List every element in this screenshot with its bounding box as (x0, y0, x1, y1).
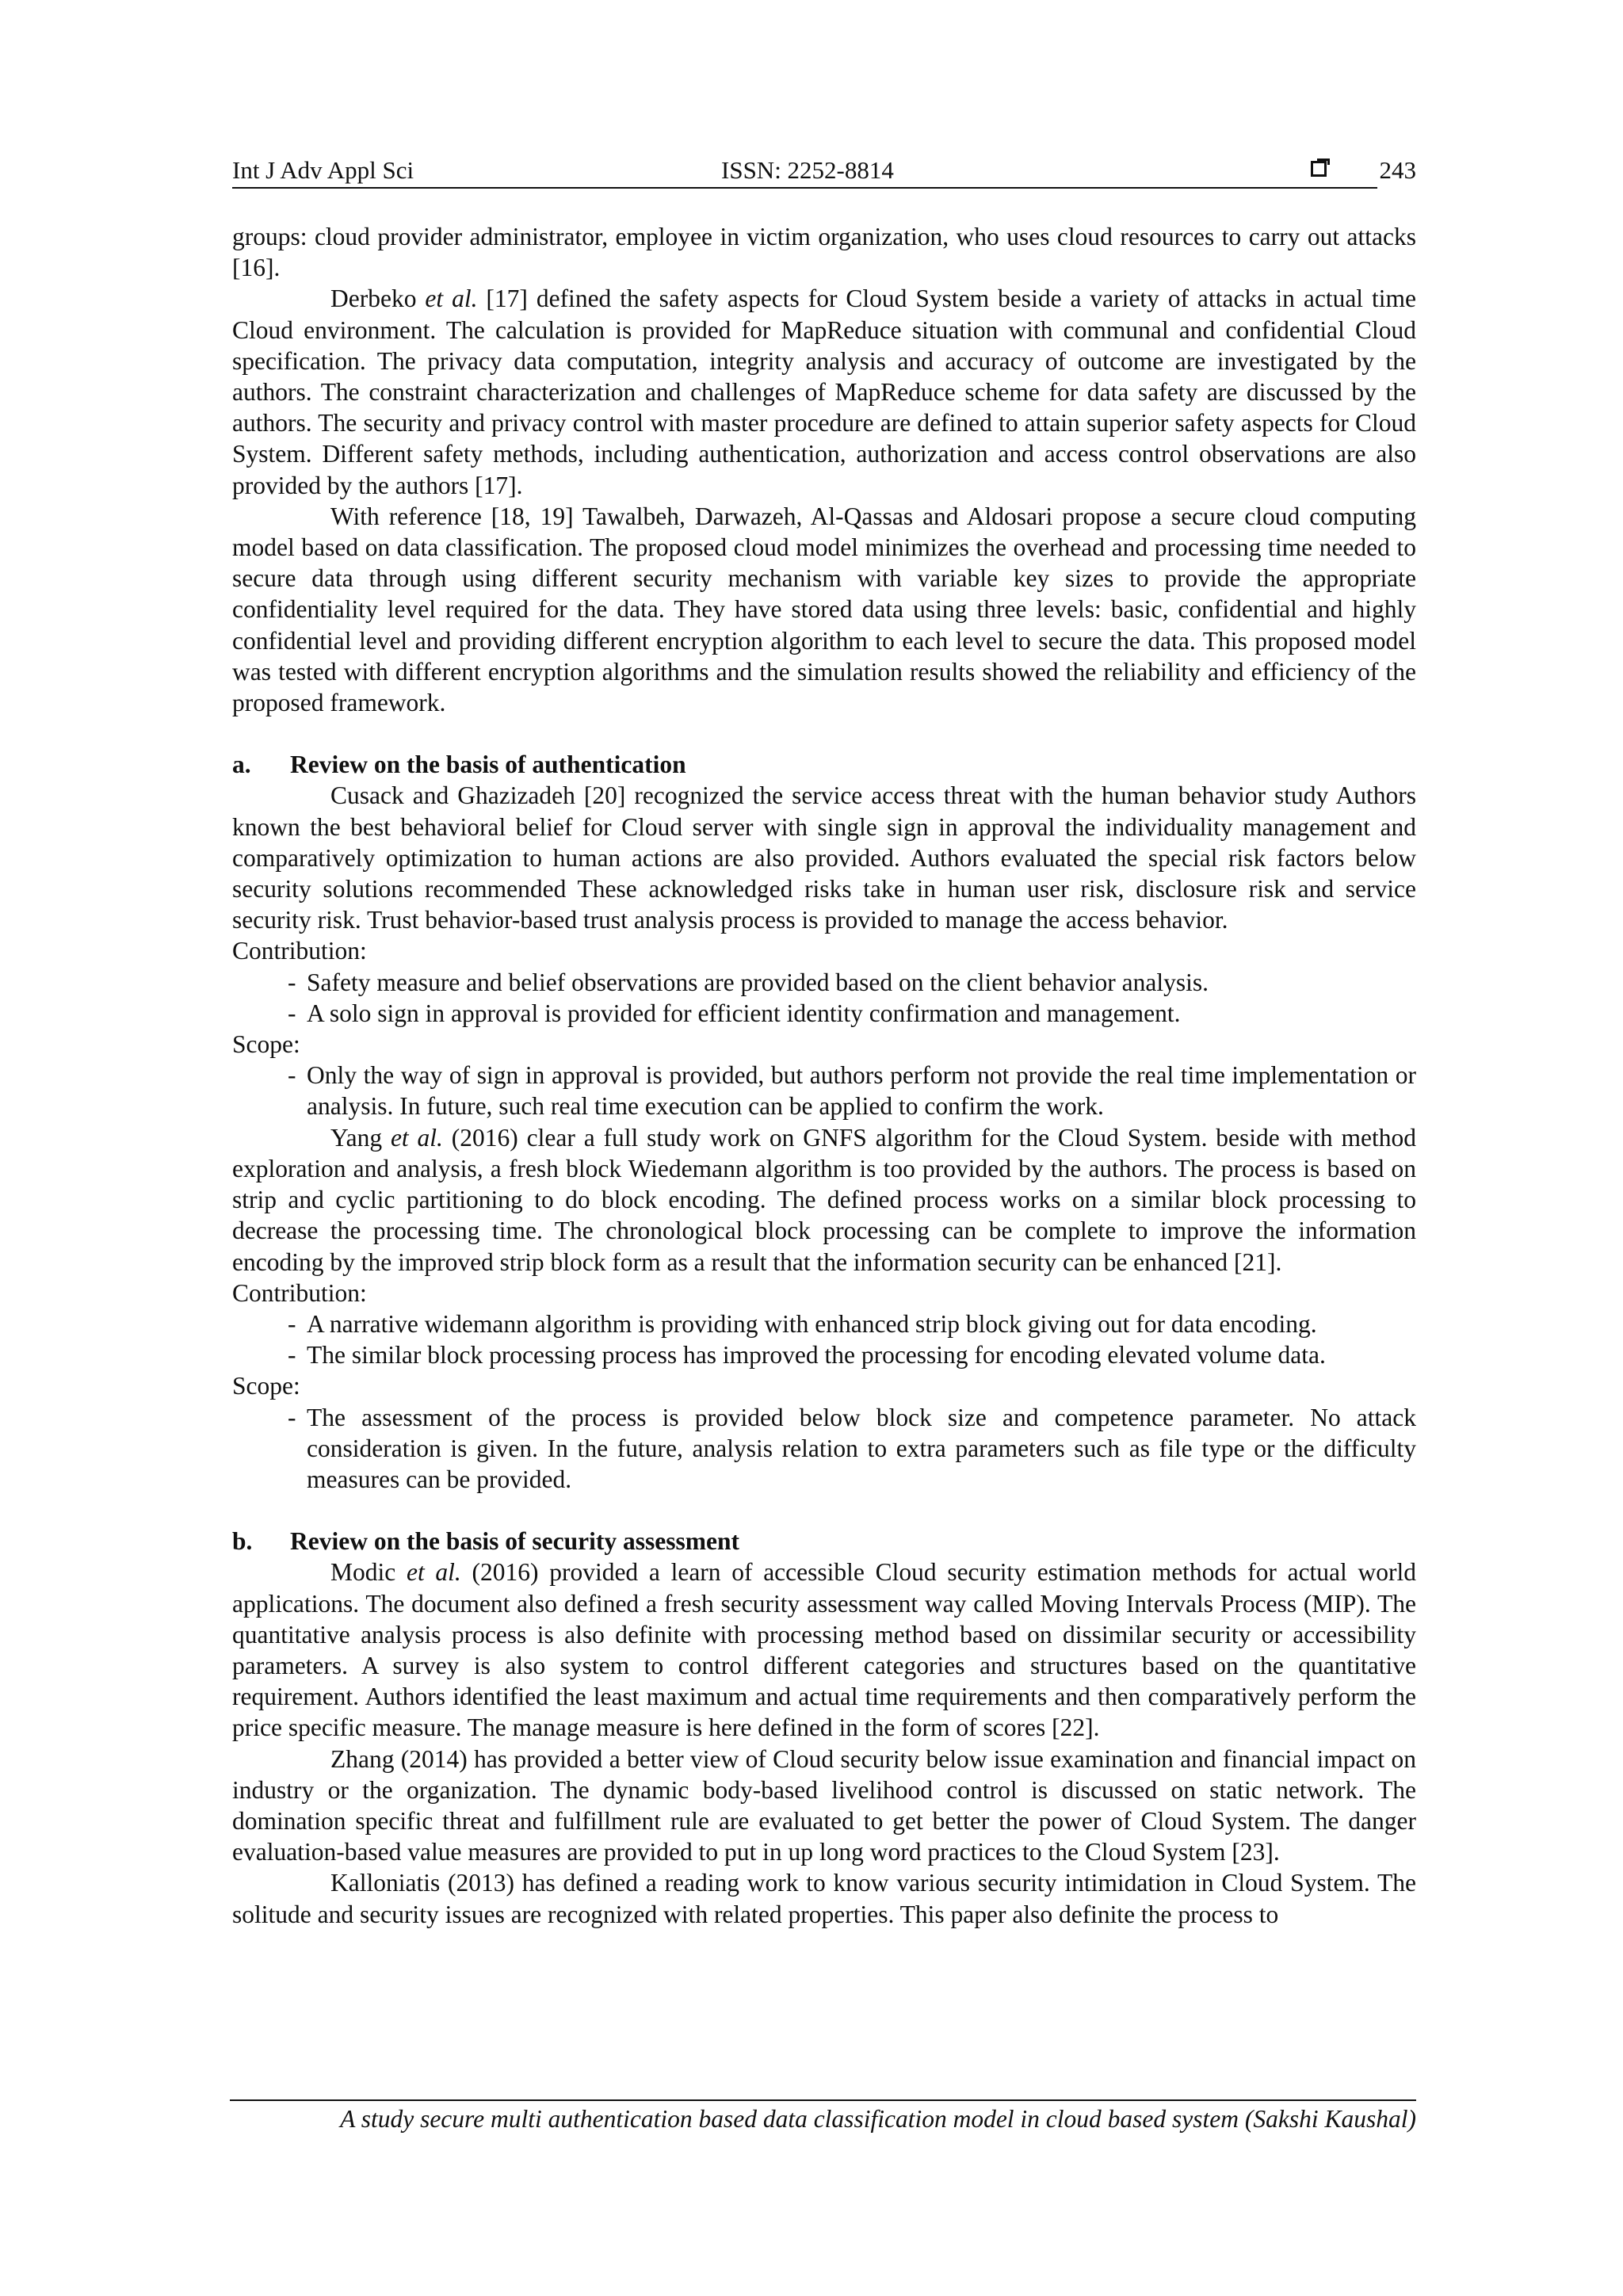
section-b-heading (232, 1526, 1416, 1557)
paragraph-text: (2016) provided a learn of accessible Cloud security estimation methods for actual world applications. The document also defined a fresh security assessment way called Moving Intervals Process (MIP). The quantitative analysis process is also definite with processing method based on dissimilar security or accessibility parameters. A survey is also system to control different categories and structures based on the quantitative requirement. Authors identified the least maximum and actual time requirements and then comparatively perform the price specific measure. The manage measure is here defined in the form of scores [22]. (232, 1558, 1416, 1742)
page-number: 243 (1379, 156, 1416, 184)
list-item: - Only the way of sign in approval is provided, but authors perform not provide the real time implementation or analysis. In future, such real time execution can be applied to confirm the work. (288, 1060, 1416, 1121)
checkbox-glyph-icon (1311, 161, 1327, 177)
author-name: Yang (330, 1123, 391, 1152)
section-b-paragraph-1 (232, 1557, 1416, 1743)
list-item: - A narrative widemann algorithm is providing with enhanced strip block giving out for data encoding. (288, 1308, 1416, 1339)
contribution-label: Contribution: (232, 1278, 367, 1307)
section-b-number: b. (232, 1527, 253, 1556)
intro-paragraph-2 (232, 283, 1416, 500)
author-name: Derbeko (330, 285, 426, 313)
list-item: - The similar block processing process has improved the processing for encoding elevated volume data. (288, 1339, 1416, 1370)
contribution-list (232, 1308, 1416, 1370)
section-b-paragraph-2: Zhang (2014) has provided a better view of Cloud security below issue examination and financial impact on industry or the organization. The dynamic body-based livelihood control is discussed on static network. The domination specific threat and fulfillment rule are evaluated to get better the power of Cloud System. The danger evaluation-based value measures are provided to put in up long word practices to the Cloud System [23]. (232, 1744, 1416, 1866)
paragraph-text: (2016) clear a full study work on GNFS algorithm for the Cloud System. beside with method exploration and analysis, a fresh block Wiedemann algorithm is too provided by the authors. The process is based on strip and cyclic partitioning to do block encoding. The defined process works on a similar block processing to decrease the processing time. The chronological block processing can be complete to improve the information encoding by the improved strip block form as a result that the information security can be enhanced [21]. (232, 1123, 1416, 1276)
section-b-title: Review on the basis of security assessment (290, 1527, 739, 1556)
list-item: - Safety measure and belief observations are provided based on the client behavior analysis. (288, 967, 1416, 998)
header-rule (232, 187, 1377, 189)
author-name: Modic (330, 1558, 407, 1587)
paragraph-text: [17] defined the safety aspects for Cloud System beside a variety of attacks in actual time Cloud environment. The calculation is provided for MapReduce situation with communal and confidential Cloud specification. The privacy data computation, integrity analysis and accuracy of outcome are investigated by the authors. The constraint characterization and challenges of MapReduce scheme for data safety are discussed by the authors. The security and privacy control with master procedure are defined to attain superior safety aspects for Cloud System. Different safety methods, including authentication, authorization and access control observations are also provided by the authors [17]. (232, 285, 1416, 499)
section-a-title: Review on the basis of authentication (290, 751, 686, 779)
contribution-list (232, 967, 1416, 1029)
section-a-paragraph-2 (232, 1122, 1416, 1278)
et-al: et al. (425, 285, 478, 313)
footer-rule (230, 2099, 1416, 2101)
contribution-label: Contribution: (232, 937, 367, 965)
intro-paragraph-3: With reference [18, 19] Tawalbeh, Darwazeh, Al-Qassas and Aldosari propose a secure cloud computing model based on data classification. The proposed cloud model minimizes the overhead and processing time needed to secure data through using different security mechanism with variable key sizes to provide the appropriate confidentiality level required for the data. They have stored data using three levels: basic, confidential and highly confidential level and providing different encryption algorithm to each level to secure the data. This proposed model was tested with different encryption algorithms and the simulation results showed the reliability and efficiency of the proposed framework. (232, 502, 1416, 717)
running-footer: A study secure multi authentication based data classification model in cloud based system (Sakshi Kaushal) (340, 2105, 1416, 2133)
intro-paragraph-1: groups: cloud provider administrator, employee in victim organization, who uses cloud resources to carry out attacks [16]. (232, 223, 1416, 282)
et-al: et al. (390, 1123, 443, 1152)
et-al: et al. (406, 1558, 461, 1587)
issn: ISSN: 2252-8814 (721, 156, 894, 184)
body-text (232, 221, 1416, 1930)
scope-label: Scope: (232, 1030, 300, 1059)
section-a-heading (232, 749, 1416, 780)
section-a-number: a. (232, 751, 251, 779)
scope-list (232, 1402, 1416, 1496)
list-item: - The assessment of the process is provided below block size and competence parameter. No attack consideration is given. In the future, analysis relation to extra parameters such as file type or the difficulty measures can be provided. (288, 1402, 1416, 1496)
section-b-paragraph-3: Kalloniatis (2013) has defined a reading work to know various security intimidation in Cloud System. The solitude and security issues are recognized with related properties. This paper also definite the process to (232, 1869, 1416, 1928)
scope-label: Scope: (232, 1372, 300, 1400)
journal-name: Int J Adv Appl Sci (232, 156, 414, 184)
list-item: - A solo sign in approval is provided for efficient identity confirmation and management. (288, 998, 1416, 1029)
section-a-paragraph-1: Cusack and Ghazizadeh [20] recognized the service access threat with the human behavior study Authors known the best behavioral belief for Cloud server with single sign in approval the individuality management and comparatively optimization to human actions are also provided. Authors evaluated the special risk factors below security solutions recommended These acknowledged risks take in human user risk, disclosure risk and service security risk. Trust behavior-based trust analysis process is provided to manage the access behavior. (232, 781, 1416, 934)
scope-list (232, 1060, 1416, 1121)
running-header (232, 155, 1416, 186)
